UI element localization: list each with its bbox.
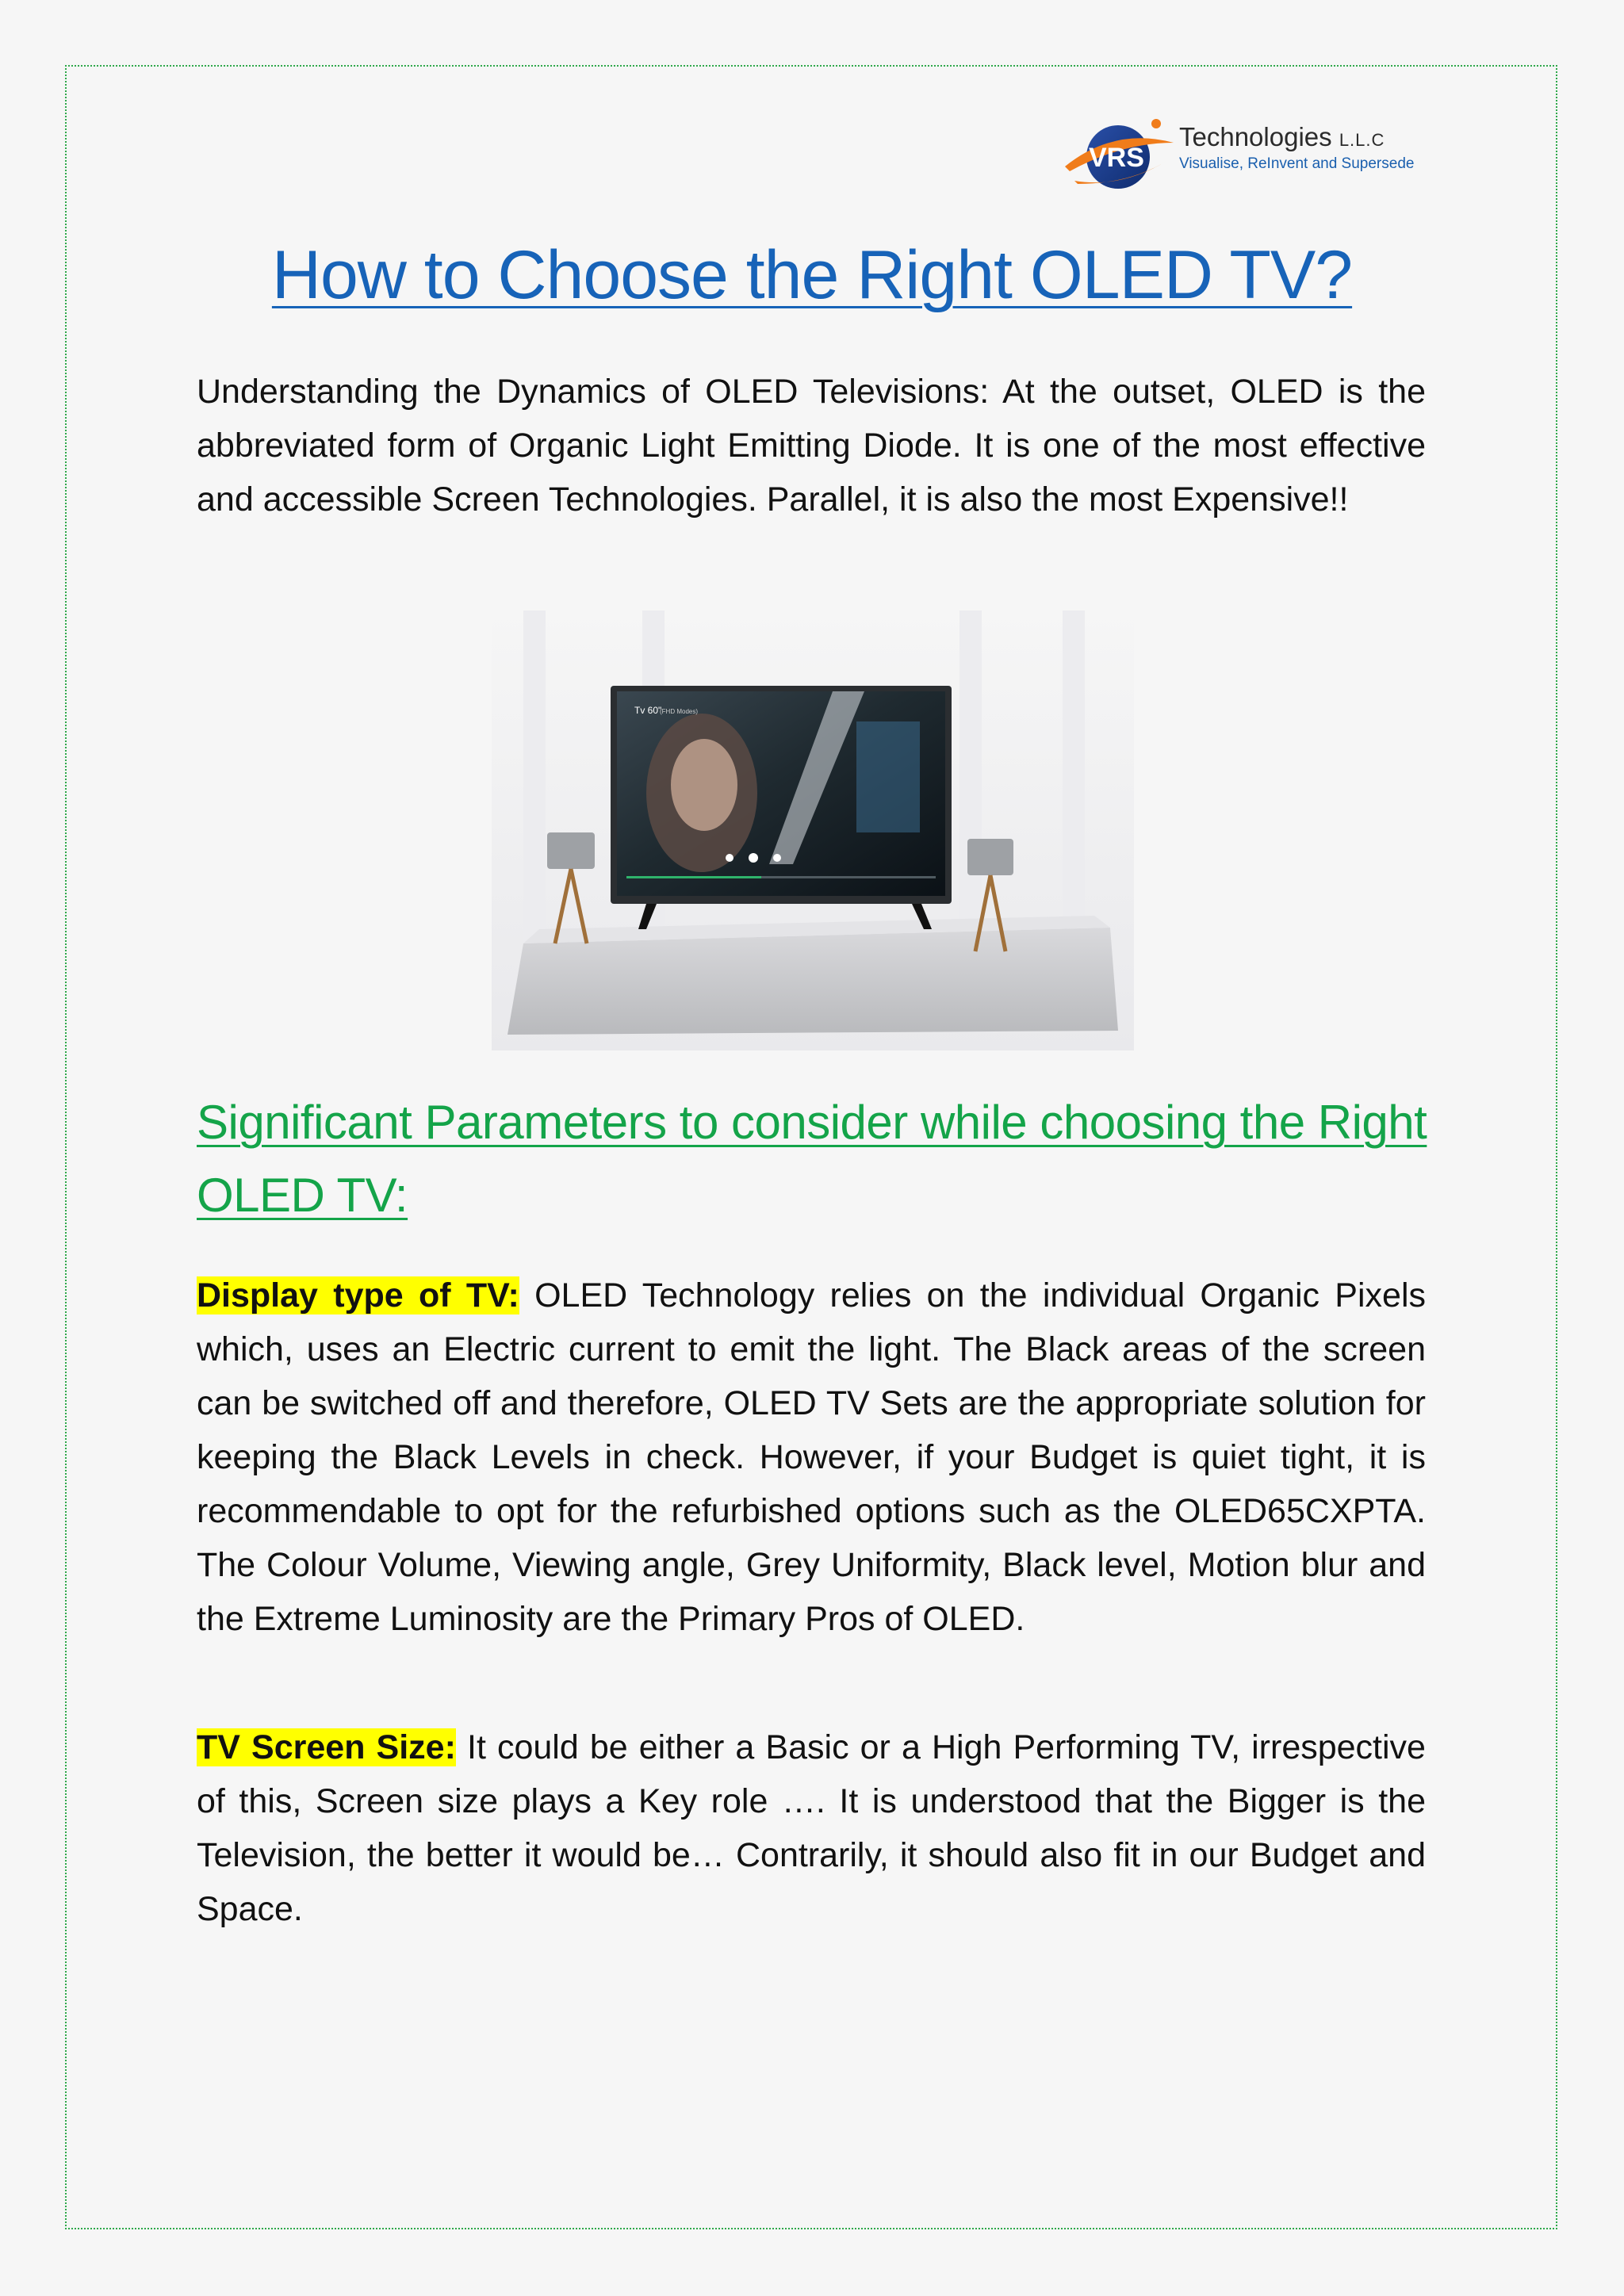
point-screen-size	[197, 1720, 1426, 1936]
svg-text:Tv 60": Tv 60"	[634, 705, 662, 716]
logo-tagline: Visualise, ReInvent and Supersede	[1179, 155, 1415, 172]
point-text-screen-size: It could be either a Basic or a High Performing TV, irrespective of this, Screen size plays a Key role …. It is understood that the Bigger is the Television, the better it would be… Contrarily, it should also fit in our Budget and Space.	[197, 1728, 1426, 1928]
svg-text:(FHD Modes): (FHD Modes)	[660, 708, 699, 715]
tv-screen	[611, 686, 952, 904]
svg-text:VRS: VRS	[1089, 143, 1144, 173]
section-heading: Significant Parameters to consider while choosing the Right OLED TV:	[197, 1096, 1427, 1222]
intro-paragraph: Understanding the Dynamics of OLED Televisions: At the outset, OLED is the abbreviated form of Organic Light Emitting Diode. It is one of the most effective and accessible Screen Technologies. Parallel, it is also the most Expensive!!	[197, 373, 1426, 519]
tv-illustration	[492, 603, 1134, 1050]
vrs-logo-icon	[1059, 111, 1178, 200]
point-label-display-type: Display type of TV:	[197, 1276, 519, 1314]
company-logo	[1059, 111, 1439, 200]
point-display-type	[197, 1269, 1426, 1646]
point-text-display-type: OLED Technology relies on the individual Organic Pixels which, uses an Electric current to emit the light. The Black areas of the screen can be switched off and therefore, OLED TV Sets are the appropriate solution for keeping the Black Levels in check. However, if your Budget is quiet tight, it is recommendable to opt for the refurbished options such as the OLED65CXPTA. The Colour Volume, Viewing angle, Grey Uniformity, Black level, Motion blur and the Extreme Luminosity are the Primary Pros of OLED.	[197, 1276, 1426, 1638]
logo-company-name: Technologies L.L.C	[1179, 122, 1385, 151]
point-label-screen-size: TV Screen Size:	[197, 1728, 456, 1766]
page-title: How to Choose the Right OLED TV?	[271, 237, 1353, 313]
